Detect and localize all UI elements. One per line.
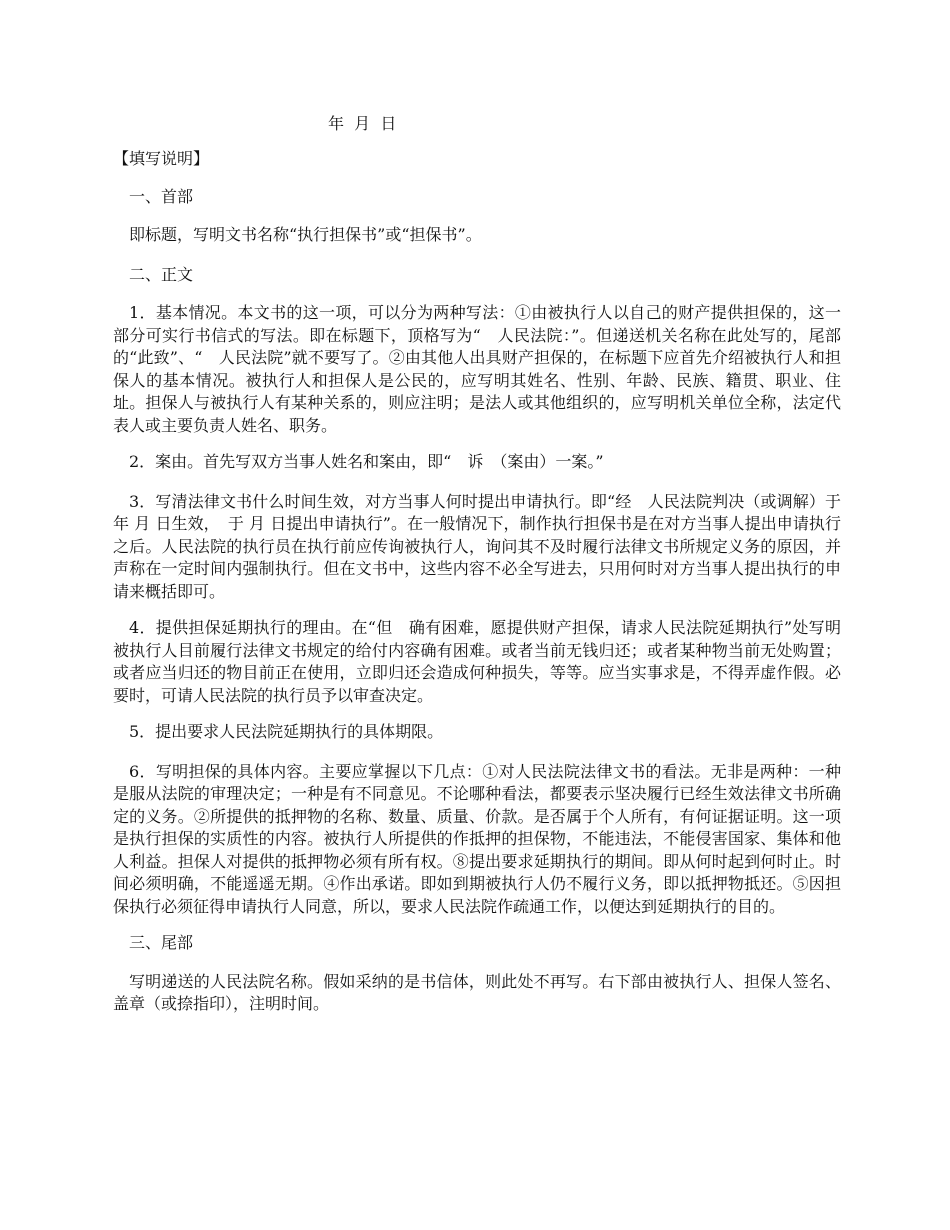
- instructions-body: [113, 148, 841, 1030]
- paragraph-cause-of-action: 2．案由。首先写双方当事人姓名和案由，即“ 诉 （案由）一案。”: [129, 452, 604, 471]
- paragraph-reason: 4．提供担保延期执行的理由。在“但 确有困难，愿提供财产担保，请求人民法院延期执行”处写明被执行人目前履行法律文书规定的给付内容确有困难。或者当前无钱归还；或者某种物当前无处购置；或者应当归还的物目前正在使用，立即归还会造成何种损失，等等。应当实事求是，不得弄虚作假。必要时，可请人民法院的执行员予以审查决定。: [113, 618, 841, 705]
- paragraph-header-title: 即标题，写明文书名称“执行担保书”或“担保书”。: [129, 225, 482, 244]
- paragraph-effective-time: 3．写清法律文书什么时间生效，对方当事人何时提出申请执行。即“经 人民法院判决（或调解）于 年 月 日生效， 于 月 日提出申请执行”。在一般情况下，制作执行担保书是在对方当事人提出申请执行之后。人民法院的执行员在执行前应传询被执行人，询问其不及时履行法律文书所规定义务的原因，并声称在一定时间内强制执行。但在文书中，这些内容不必全写进去，只用何时对方当事人提出执行的申请来概括即可。: [113, 491, 841, 601]
- paragraph-guarantee-content: 6．写明担保的具体内容。主要应掌握以下几点：①对人民法院法律文书的看法。无非是两种：一种是服从法院的审理决定；一种是有不同意见。不论哪种看法，都要表示坚决履行已经生效法律文书所确定的义务。②所提供的抵押物的名称、数量、质量、价款。是否属于个人所有，有何证据证明。这一项是执行担保的实质性的内容。被执行人所提供的作抵押的担保物，不能违法，不能侵害国家、集体和他人利益。担保人对提供的抵押物必须有所有权。⑧提出要求延期执行的期间。即从何时起到何时止。时间必须明确，不能遥遥无期。④作出承诺。即如到期被执行人仍不履行义务，即以抵押物抵还。⑤因担保执行必须征得申请执行人同意，所以，要求人民法院作疏通工作，以便达到延期执行的目的。: [113, 761, 841, 916]
- section-title-footer: 三、尾部: [129, 933, 194, 952]
- instructions-heading: 【填写说明】: [113, 149, 210, 168]
- paragraph-footer: 写明递送的人民法院名称。假如采纳的是书信体，则此处不再写。右下部由被执行人、担保人签名、盖章（或捺指印），注明时间。: [113, 971, 841, 1013]
- paragraph-deadline: 5．提出要求人民法院延期执行的具体期限。: [129, 722, 444, 741]
- paragraph-basic-info: 1．基本情况。本文书的这一项，可以分为两种写法：①由被执行人以自己的财产提供担保的，这一部分可实行书信式的写法。即在标题下，顶格写为“ 人民法院：”。但递送机关名称在此处写的，尾部的“此致”、“ 人民法院”就不要写了。②由其他人出具财产担保的，在标题下应首先介绍被执行人和担保人的基本情况。被执行人和担保人是公民的，应写明其姓名、性别、年龄、民族、籍贯、职业、住址。担保人与被执行人有某种关系的，则应注明；是法人或其他组织的，应写明机关单位全称，法定代表人或主要负责人姓名、职务。: [113, 303, 841, 435]
- date-line: 年 月 日: [328, 114, 397, 133]
- section-title-header: 一、首部: [129, 186, 194, 206]
- section-title-body: 二、正文: [129, 264, 194, 284]
